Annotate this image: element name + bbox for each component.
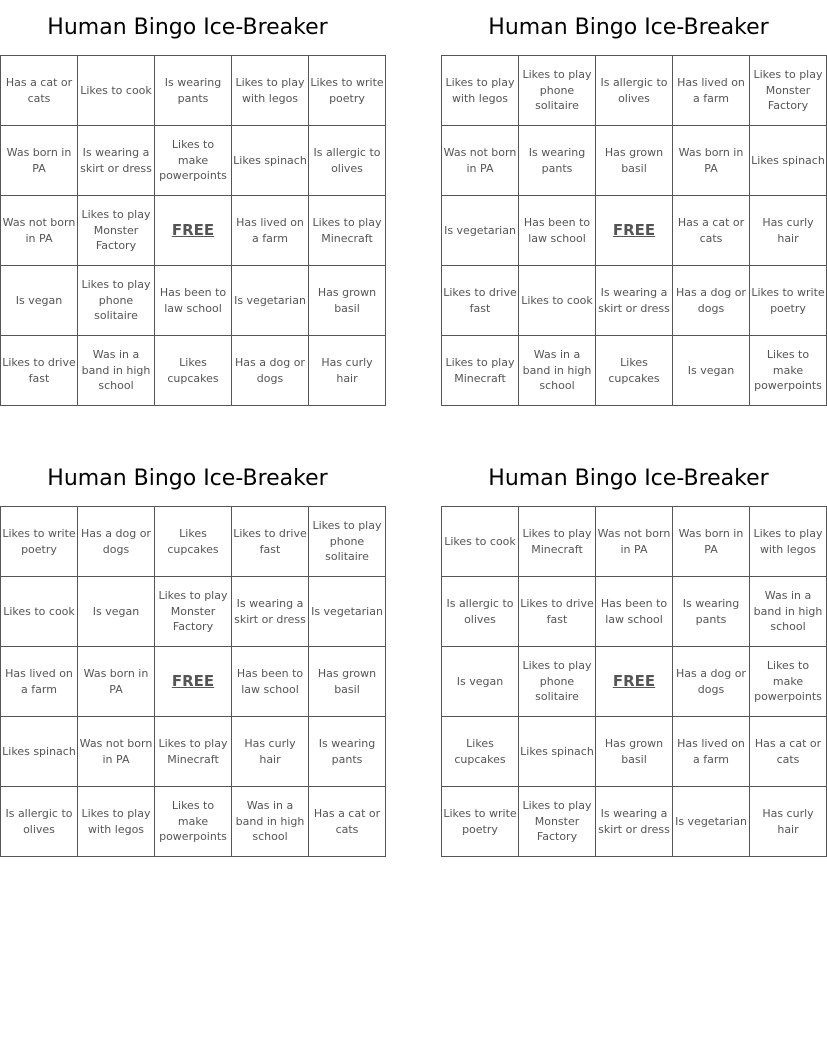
bingo-cell: Has been to law school [155,266,232,336]
bingo-cell: Likes to drive fast [442,266,519,336]
bingo-cell: Likes to make powerpoints [750,336,827,406]
bingo-cell: Has curly hair [232,717,309,787]
bingo-cell: Is allergic to olives [442,577,519,647]
card-title: Human Bingo Ice-Breaker [488,466,769,491]
bingo-card-4 [441,451,823,857]
bingo-cell: Was in a band in high school [78,336,155,406]
bingo-cell: Was not born in PA [596,507,673,577]
bingo-cell: Is allergic to olives [596,56,673,126]
bingo-cell: Is wearing pants [155,56,232,126]
bingo-row [1,717,386,787]
bingo-cell: Likes to play Monster Factory [519,787,596,857]
bingo-cell: Is vegetarian [442,196,519,266]
bingo-cell: Likes to play Monster Factory [78,196,155,266]
bingo-row [442,126,827,196]
bingo-cell: Likes to cook [442,507,519,577]
bingo-cell: Is vegan [1,266,78,336]
bingo-row [442,336,827,406]
bingo-cell: Has lived on a farm [673,717,750,787]
bingo-cell: Has lived on a farm [673,56,750,126]
bingo-cell: Likes to make powerpoints [750,647,827,717]
bingo-grid [0,506,386,857]
bingo-row [442,577,827,647]
bingo-cell: Was not born in PA [442,126,519,196]
bingo-cell: Is vegan [673,336,750,406]
bingo-cell: Was born in PA [673,126,750,196]
bingo-cell: Likes to drive fast [232,507,309,577]
bingo-cell: Likes to write poetry [1,507,78,577]
bingo-row [1,577,386,647]
bingo-cell: Is wearing a skirt or dress [78,126,155,196]
bingo-cell: Likes to cook [1,577,78,647]
bingo-row [1,507,386,577]
bingo-card-2 [441,0,825,406]
bingo-row [1,266,386,336]
bingo-cell: Was born in PA [673,507,750,577]
bingo-cell: Likes to play with legos [750,507,827,577]
bingo-row [1,56,386,126]
bingo-cell: Likes to play Minecraft [519,507,596,577]
bingo-cell: Has grown basil [309,647,386,717]
bingo-cell: Has grown basil [309,266,386,336]
bingo-row [1,787,386,857]
free-space-cell: FREE [596,647,673,717]
free-space-cell: FREE [596,196,673,266]
bingo-cell: Likes to drive fast [519,577,596,647]
bingo-cell: Likes to cook [519,266,596,336]
bingo-cell: Has a cat or cats [673,196,750,266]
bingo-cell: Likes to write poetry [442,787,519,857]
card-title: Human Bingo Ice-Breaker [488,15,769,40]
bingo-cell: Was born in PA [1,126,78,196]
bingo-cell: Has been to law school [232,647,309,717]
bingo-cell: Has curly hair [309,336,386,406]
bingo-cell: Likes to write poetry [750,266,827,336]
bingo-cell: Has lived on a farm [1,647,78,717]
bingo-cell: Is vegetarian [309,577,386,647]
bingo-cell: Likes cupcakes [155,507,232,577]
bingo-cell: Was not born in PA [1,196,78,266]
bingo-cell: Has been to law school [596,577,673,647]
card-title: Human Bingo Ice-Breaker [47,15,328,40]
bingo-cell: Likes to drive fast [1,336,78,406]
bingo-card-1 [0,0,384,406]
bingo-card-3 [0,451,383,857]
bingo-row [442,647,827,717]
bingo-row [1,126,386,196]
bingo-cell: Is wearing pants [309,717,386,787]
bingo-cell: Likes to play with legos [442,56,519,126]
bingo-cell: Likes to write poetry [309,56,386,126]
bingo-cell: Has a dog or dogs [673,266,750,336]
bingo-grid [441,55,827,406]
bingo-cell: Likes to play with legos [232,56,309,126]
bingo-row [1,647,386,717]
bingo-cell: Likes cupcakes [155,336,232,406]
bingo-cell: Likes to play phone solitaire [519,56,596,126]
bingo-cell: Has a cat or cats [309,787,386,857]
bingo-grid [441,506,827,857]
bingo-cell: Was not born in PA [78,717,155,787]
bingo-cell: Likes to cook [78,56,155,126]
bingo-cell: Likes to play phone solitaire [519,647,596,717]
bingo-cell: Is wearing a skirt or dress [596,266,673,336]
bingo-cell: Is wearing a skirt or dress [596,787,673,857]
bingo-cell: Likes to play Minecraft [442,336,519,406]
bingo-cell: Is allergic to olives [1,787,78,857]
bingo-cell: Has a dog or dogs [232,336,309,406]
bingo-cell: Likes spinach [1,717,78,787]
bingo-row [1,336,386,406]
bingo-cell: Likes to play Minecraft [155,717,232,787]
bingo-cell: Has lived on a farm [232,196,309,266]
bingo-cell: Was born in PA [78,647,155,717]
bingo-cell: Likes to make powerpoints [155,126,232,196]
free-space-cell: FREE [155,647,232,717]
bingo-cell: Likes cupcakes [442,717,519,787]
bingo-cell: Likes to play with legos [78,787,155,857]
bingo-cell: Is vegan [442,647,519,717]
bingo-cell: Has a cat or cats [1,56,78,126]
bingo-cell: Likes to play Monster Factory [750,56,827,126]
bingo-cell: Is wearing pants [519,126,596,196]
bingo-cell: Likes to play Minecraft [309,196,386,266]
bingo-cell: Has been to law school [519,196,596,266]
bingo-cell: Is wearing a skirt or dress [232,577,309,647]
bingo-cell: Has curly hair [750,196,827,266]
bingo-cell: Has a cat or cats [750,717,827,787]
bingo-cell: Is vegetarian [673,787,750,857]
bingo-row [442,196,827,266]
bingo-cell: Was in a band in high school [519,336,596,406]
bingo-cell: Has grown basil [596,126,673,196]
bingo-row [442,266,827,336]
bingo-grid [0,55,386,406]
bingo-cell: Is vegan [78,577,155,647]
bingo-cell: Has curly hair [750,787,827,857]
bingo-cell: Has grown basil [596,717,673,787]
bingo-cell: Likes spinach [519,717,596,787]
bingo-cell: Is allergic to olives [309,126,386,196]
bingo-cell: Was in a band in high school [750,577,827,647]
card-title: Human Bingo Ice-Breaker [47,466,328,491]
bingo-cell: Is vegetarian [232,266,309,336]
bingo-cell: Likes spinach [750,126,827,196]
bingo-row [1,196,386,266]
bingo-cell: Likes to play phone solitaire [309,507,386,577]
bingo-cell: Likes to play Monster Factory [155,577,232,647]
bingo-cell: Likes to play phone solitaire [78,266,155,336]
bingo-cell: Was in a band in high school [232,787,309,857]
bingo-row [442,717,827,787]
bingo-cell: Likes spinach [232,126,309,196]
bingo-cell: Has a dog or dogs [78,507,155,577]
bingo-cell: Likes cupcakes [596,336,673,406]
bingo-row [442,507,827,577]
bingo-cell: Has a dog or dogs [673,647,750,717]
free-space-cell: FREE [155,196,232,266]
bingo-row [442,56,827,126]
bingo-cell: Is wearing pants [673,577,750,647]
bingo-cell: Likes to make powerpoints [155,787,232,857]
bingo-row [442,787,827,857]
